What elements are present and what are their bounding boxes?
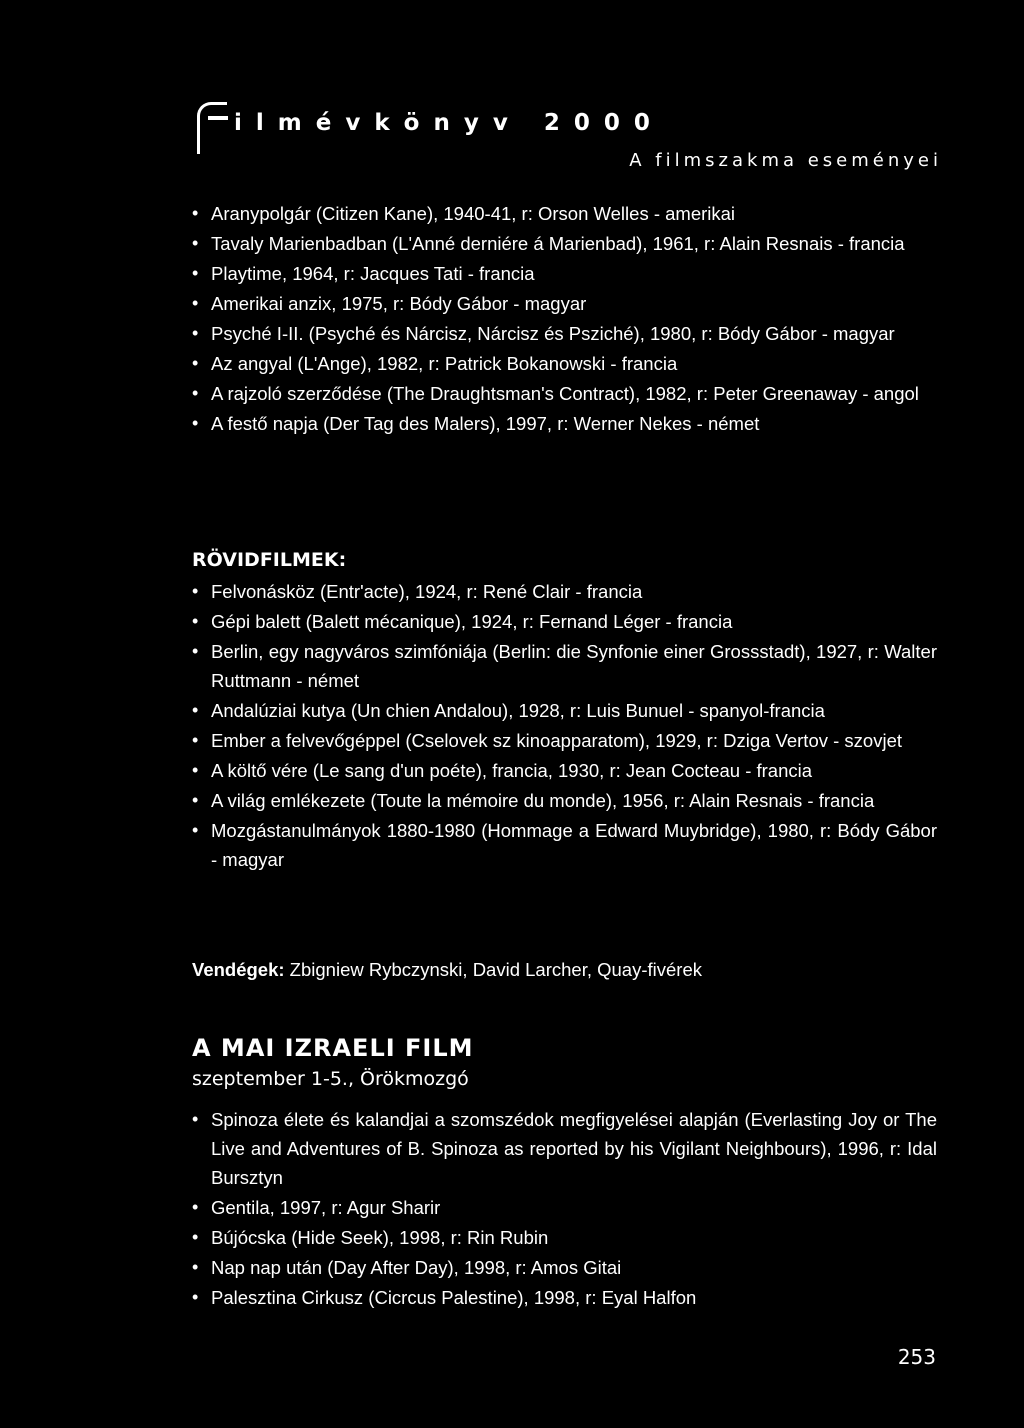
israeli-dates: szeptember 1-5., Örökmozgó	[192, 1068, 469, 1090]
list-item: • Andalúziai kutya (Un chien Andalou), 1928, r: Luis Bunuel - spanyol-francia	[192, 696, 937, 725]
list-item: • Spinoza élete és kalandjai a szomszédok megfigyelései alapján (Everlasting Joy or The Live and Adventures of B. Spinoza as reported by his Vigilant Neighbours), 1996, r: Idal Bursztyn	[192, 1105, 937, 1192]
list-item: • Felvonásköz (Entr'acte), 1924, r: René Clair - francia	[192, 577, 937, 606]
main-film-list	[192, 199, 937, 438]
list-item: • A költő vére (Le sang d'un poéte), francia, 1930, r: Jean Cocteau - francia	[192, 756, 937, 785]
list-item: • Aranypolgár (Citizen Kane), 1940-41, r: Orson Welles - amerikai	[192, 199, 937, 228]
header-title: i l m é v k ö n y v 2 0 0 0	[234, 110, 653, 136]
list-item: • Psyché I-II. (Psyché és Nárcisz, Nárcisz és Psziché), 1980, r: Bódy Gábor - magyar	[192, 319, 937, 348]
list-item: • Az angyal (L'Ange), 1982, r: Patrick Bokanowski - francia	[192, 349, 937, 378]
israeli-film-list	[192, 1105, 937, 1312]
shorts-film-list	[192, 577, 937, 874]
f-logo-icon	[197, 102, 227, 154]
list-item: • Berlin, egy nagyváros szimfóniája (Berlin: die Synfonie einer Grossstadt), 1927, r: Walter Ruttmann - német	[192, 637, 937, 695]
list-item: • Ember a felvevőgéppel (Cselovek sz kinoapparatom), 1929, r: Dziga Vertov - szovjet	[192, 726, 937, 755]
list-item: • Gentila, 1997, r: Agur Sharir	[192, 1193, 937, 1222]
list-item: • Nap nap után (Day After Day), 1998, r: Amos Gitai	[192, 1253, 937, 1282]
guests-label: Vendégek:	[192, 959, 285, 980]
list-item: • Amerikai anzix, 1975, r: Bódy Gábor - magyar	[192, 289, 937, 318]
list-item: • Tavaly Marienbadban (L'Anné derniére á Marienbad), 1961, r: Alain Resnais - francia	[192, 229, 937, 258]
list-item: • A festő napja (Der Tag des Malers), 1997, r: Werner Nekes - német	[192, 409, 937, 438]
page-number: 253	[897, 1345, 936, 1369]
shorts-heading: RÖVIDFILMEK:	[192, 549, 347, 571]
israeli-heading: A MAI IZRAELI FILM	[192, 1034, 474, 1062]
list-item: • A világ emlékezete (Toute la mémoire du monde), 1956, r: Alain Resnais - francia	[192, 786, 937, 815]
list-item: • Bújócska (Hide Seek), 1998, r: Rin Rubin	[192, 1223, 937, 1252]
list-item: • Playtime, 1964, r: Jacques Tati - francia	[192, 259, 937, 288]
list-item: • A rajzoló szerződése (The Draughtsman's Contract), 1982, r: Peter Greenaway - angol	[192, 379, 937, 408]
guests-value: Zbigniew Rybczynski, David Larcher, Quay-fivérek	[284, 959, 702, 980]
guests-line	[192, 959, 702, 981]
list-item: • Palesztina Cirkusz (Cicrcus Palestine), 1998, r: Eyal Halfon	[192, 1283, 937, 1312]
list-item: • Gépi balett (Balett mécanique), 1924, r: Fernand Léger - francia	[192, 607, 937, 636]
list-item: • Mozgástanulmányok 1880-1980 (Hommage a Edward Muybridge), 1980, r: Bódy Gábor - magyar	[192, 816, 937, 874]
header-subtitle: A filmszakma eseményei	[629, 150, 942, 171]
